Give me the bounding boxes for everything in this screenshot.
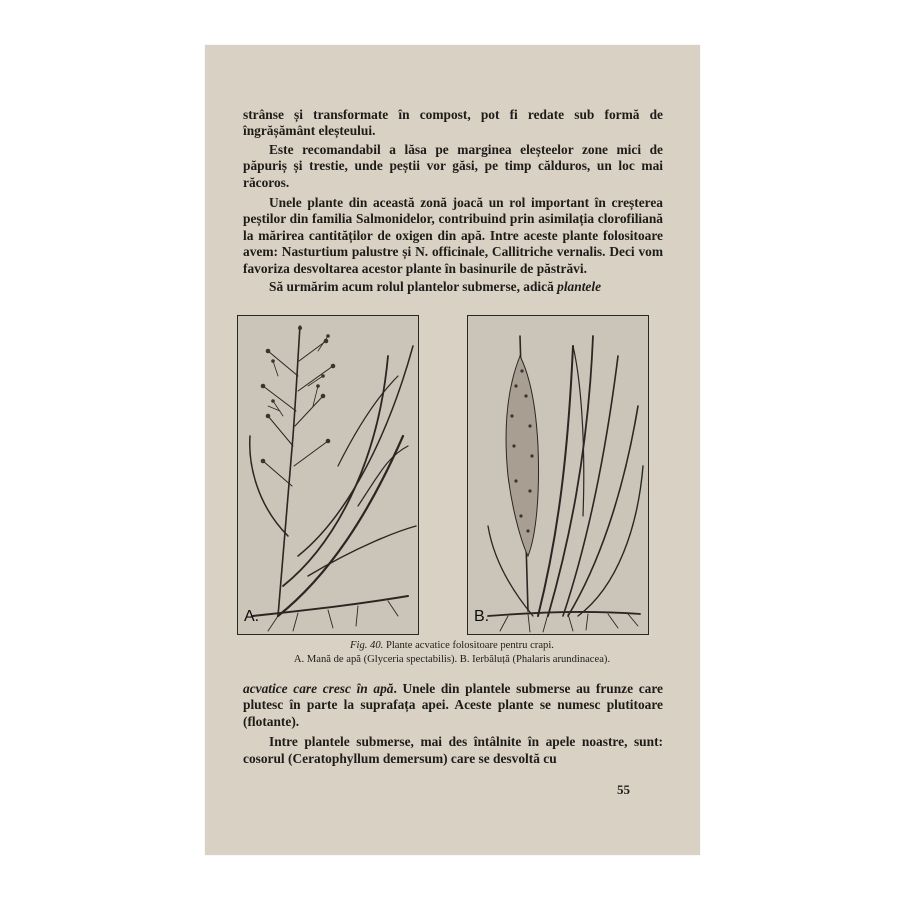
paragraph-4-text: Să urmărim acum rolul plantelor submerse, adică <box>269 279 558 295</box>
plate-b-illustration <box>467 315 649 635</box>
book-page <box>205 45 700 855</box>
caption-figure-number: Fig. 40. <box>350 640 384 651</box>
phalaris-drawing <box>468 316 648 634</box>
caption-title: Plante acvatice folositoare pentru crapi. <box>385 640 554 651</box>
plate-a-letter: A. <box>244 608 260 625</box>
paragraph-6: Intre plantele submerse, mai des întâlnite în apele noastre, sunt: cosorul (Ceratophyllum demersum) care se desvoltă cu <box>243 734 663 766</box>
paragraph-5-text: . Unele din plantele submerse au frunze care plutesc în parte la suprafața apei. Aceste plante se numesc plutitoare (flotante). <box>243 681 663 729</box>
paragraph-3: Unele plante din această zonă joacă un rol important în creșterea peștilor din familia Salmonidelor, contribuind prin asimilația clorofiliană la mărirea cantităților de oxigen din apă. Intre aceste plante folositoare avem: Nasturtium palustre și N. officinale, Callitriche vernalis. Deci vom favoriza desvoltarea acestor plante în basinurile de păstrăvi. <box>243 195 663 276</box>
figure-40 <box>237 315 667 645</box>
paragraph-5-italic: acvatice care cresc în apă <box>243 681 394 696</box>
plate-a-illustration <box>237 315 419 635</box>
page-number: 55 <box>617 782 630 797</box>
plate-b-letter: B. <box>474 608 490 625</box>
paragraph-4-italic: plantele <box>557 279 602 295</box>
paragraph-2: Este recomandabil a lăsa pe marginea eleșteelor zone mici de păpuriș și trestie, unde peștii vor găsi, pe timp călduros, un loc mai răcoros. <box>243 141 663 190</box>
figure-caption <box>237 639 667 666</box>
body-text-top <box>243 107 663 295</box>
caption-species: A. Mană de apă (Glyceria spectabilis). B. Ierbăluță (Phalaris arundinacea). <box>293 654 611 665</box>
glyceria-drawing <box>238 316 418 634</box>
paragraph-5 <box>243 681 663 730</box>
paragraph-1: strânse și transformate în compost, pot fi redate sub formă de îngrășământ eleșteului. <box>243 107 663 139</box>
body-text-bottom <box>243 681 663 767</box>
paragraph-4 <box>243 279 663 295</box>
